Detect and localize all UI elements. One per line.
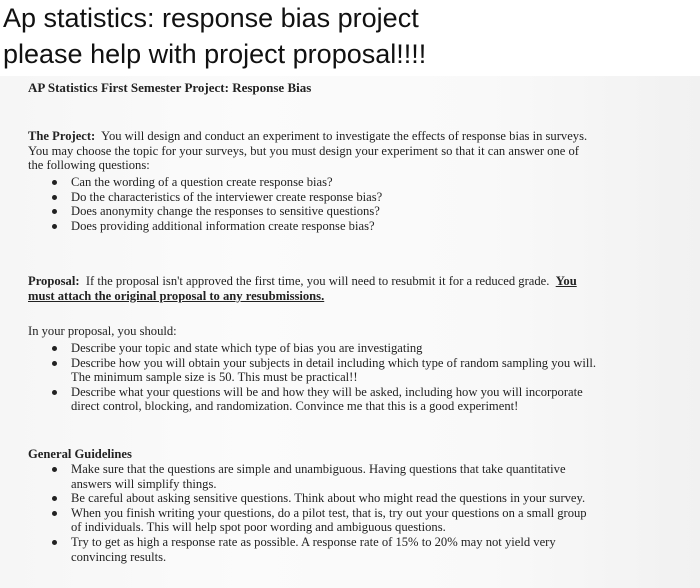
question-header <box>0 0 700 76</box>
list-item: When you finish writing your questions, do a pilot test, that is, try out your questions on a small group of individuals. This will help spot poor wording and ambiguous questions. <box>48 506 587 535</box>
project-questions-list <box>48 175 382 233</box>
proposal-emphasis-2: must attach the original proposal to any resubmissions. <box>28 289 325 303</box>
list-item: Describe what your questions will be and how they will be asked, including how you will incorporate direct control, blocking, and randomization. Convince me that this is a good experiment! <box>48 385 596 414</box>
should-intro: In your proposal, you should: <box>28 324 177 338</box>
list-item: Does providing additional information create response bias? <box>48 219 382 234</box>
list-item: Can the wording of a question create response bias? <box>48 175 382 190</box>
guidelines-list <box>48 462 587 564</box>
should-list <box>48 341 596 414</box>
project-text-line-3: the following questions: <box>28 158 150 172</box>
list-item: Does anonymity change the responses to sensitive questions? <box>48 204 382 219</box>
list-item: Make sure that the questions are simple and unambiguous. Having questions that take quantitative answers will simplify things. <box>48 462 587 491</box>
project-paragraph-line-1 <box>28 129 587 143</box>
proposal-label: Proposal: <box>28 274 80 288</box>
list-item: Do the characteristics of the interviewer create response bias? <box>48 190 382 205</box>
project-label: The Project: <box>28 129 96 143</box>
question-title-line-1: Ap statistics: response bias project <box>3 3 419 33</box>
list-item: Describe how you will obtain your subjects in detail including which type of random sampling you will. The minimum sample size is 50. This must be practical!! <box>48 356 596 385</box>
proposal-text: If the proposal isn't approved the first time, you will need to resubmit it for a reduced grade. <box>85 274 550 288</box>
project-text-line-1: You will design and conduct an experiment to investigate the effects of response bias in surveys. <box>101 129 588 143</box>
proposal-line-1 <box>28 274 577 288</box>
question-title-line-2: please help with project proposal!!!! <box>3 39 427 69</box>
list-item: Describe your topic and state which type of bias you are investigating <box>48 341 596 356</box>
guidelines-title: General Guidelines <box>28 447 132 461</box>
list-item: Try to get as high a response rate as possible. A response rate of 15% to 20% may not yield very convincing results. <box>48 535 587 564</box>
list-item: Be careful about asking sensitive questions. Think about who might read the questions in your survey. <box>48 491 587 506</box>
proposal-line-2 <box>28 289 324 303</box>
document-title: AP Statistics First Semester Project: Response Bias <box>28 80 312 95</box>
proposal-emphasis-1: You <box>555 274 577 288</box>
project-text-line-2: You may choose the topic for your surveys, but you must design your experiment so that it can answer one of <box>28 144 579 158</box>
